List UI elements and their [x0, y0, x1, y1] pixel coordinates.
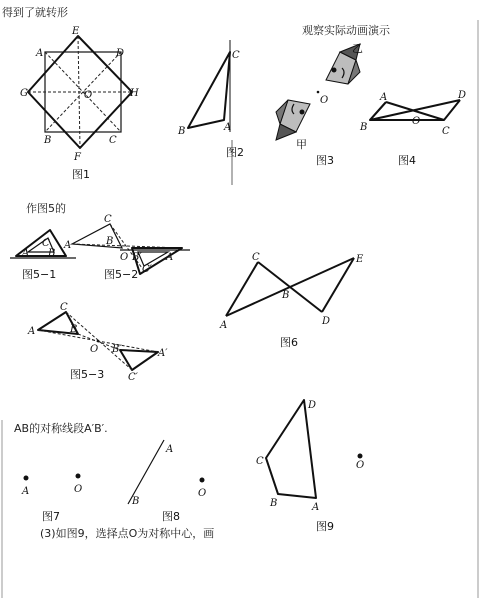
fig6-label-b: B: [282, 290, 290, 301]
fig5-3-label-b2: B′: [112, 344, 122, 355]
fig6-label-d: D: [322, 316, 331, 327]
text-fragment-top-left: 得到了就转形: [2, 6, 68, 19]
fig4-caption: 图4: [398, 154, 416, 167]
fig5-2-label-a2: A′: [166, 252, 176, 263]
fig5-1-label-c: C: [42, 238, 50, 249]
fig5-2-caption: 图5−2: [104, 268, 139, 281]
fig3-label-yi: 乙: [352, 42, 363, 55]
fig5-2-label-o: O: [120, 252, 129, 263]
fig7-label-a: A: [22, 486, 30, 497]
fig1-label-f: F: [74, 152, 81, 163]
fig5-2-label-a: A: [64, 240, 72, 251]
fig9-label-o: O: [356, 460, 365, 471]
fig1-label-d: D: [116, 48, 125, 59]
fig5-3-caption: 图5−3: [70, 368, 105, 381]
fig9-quadrilateral: [266, 400, 316, 498]
text-fragment-bottom-center: (3)如图9，选择点O为对称中心，画: [40, 527, 215, 540]
fig4-label-c: C: [442, 126, 450, 137]
figure-5-1: [10, 230, 76, 281]
fig7-point-o: [76, 474, 81, 479]
fig5-3-label-c: C: [60, 302, 68, 313]
fig4-label-a: A: [380, 92, 388, 103]
fig8-label-b: B: [132, 496, 140, 507]
fig5-3-label-a: A: [28, 326, 36, 337]
fig8-label-a: A: [166, 444, 174, 455]
fig2-label-a: A: [224, 122, 232, 133]
text-fragment-bottom-left: AB的对称线段A′B′.: [14, 422, 108, 435]
fig1-label-g: G: [20, 88, 28, 99]
fig6-label-e: E: [356, 254, 364, 265]
figure-5-2: [63, 214, 190, 281]
fig1-label-a: A: [36, 48, 44, 59]
fig3-label-jia: 甲: [296, 138, 307, 151]
fig6-label-c: C: [252, 252, 260, 263]
fig3-center-point: [317, 91, 320, 94]
fig5-2-label-c: C: [104, 214, 112, 225]
fig1-label-o: O: [84, 90, 93, 101]
fig9-label-a: A: [312, 502, 320, 513]
fig4-label-d: D: [458, 90, 467, 101]
fig5-1-caption: 图5−1: [22, 268, 57, 281]
fig2-label-b: B: [178, 126, 186, 137]
figure-4: [359, 90, 466, 167]
fig8-caption: 图8: [162, 510, 180, 523]
fig7-point-a: [24, 476, 29, 481]
fig1-label-c: C: [109, 135, 117, 146]
fig6-label-a: A: [220, 320, 228, 331]
fig2-triangle: [188, 52, 230, 128]
figure-2: [177, 40, 244, 159]
fig9-label-d: D: [308, 400, 317, 411]
fig8-label-o: O: [198, 488, 207, 499]
fig5-2-label-c2: C′: [142, 264, 152, 275]
fig5-1-label-a: A: [22, 248, 30, 259]
fig9-point-o: [358, 454, 363, 459]
fig3-caption: 图3: [316, 154, 334, 167]
fig2-caption: 图2: [226, 146, 244, 159]
fig6-caption: 图6: [280, 336, 298, 349]
fig9-label-c: C: [256, 456, 264, 467]
fig8-point-o: [200, 478, 205, 483]
figure-8: [128, 440, 206, 523]
fig4-label-o: O: [412, 116, 421, 127]
fig3-fish-jia-eye: [300, 110, 305, 115]
fig5-3-label-o: O: [90, 344, 99, 355]
text-fragment-top-center: 观察实际动画演示: [302, 24, 390, 37]
fig9-label-b: B: [270, 498, 278, 509]
fig1-label-h: H: [130, 88, 139, 99]
fig1-label-b: B: [44, 135, 52, 146]
fig1-caption: 图1: [72, 168, 90, 181]
fig5-3-triangle-image: [120, 350, 158, 370]
fig5-2-label-b: B: [106, 236, 114, 247]
fig5-3-label-a2: A′: [158, 348, 168, 359]
fig7-caption: 图7: [42, 510, 60, 523]
fig3-fish-yi-eye: [332, 68, 337, 73]
figure-3: [276, 42, 363, 167]
text-fragment-mid-left: 作图5的: [26, 202, 66, 215]
figure-9: [256, 400, 364, 533]
figure-5-3: [27, 302, 168, 383]
fig5-3-label-b: B: [70, 324, 78, 335]
fig8-segment-ab: [128, 440, 164, 504]
figure-6: [219, 252, 364, 349]
figure-1: [20, 26, 139, 181]
fig6-segment-ae: [226, 258, 354, 316]
fig5-2-label-b2: B′: [132, 252, 142, 263]
fig1-label-e: E: [72, 26, 80, 37]
figure-7: [21, 474, 82, 524]
fig3-label-o: O: [320, 95, 329, 106]
fig7-label-o: O: [74, 484, 83, 495]
fig5-1-label-b: B: [48, 248, 56, 259]
fig5-3-label-c2: C′: [128, 372, 138, 383]
fig4-label-b: B: [360, 122, 368, 133]
fig5-3-center-point: [97, 340, 100, 343]
fig9-caption: 图9: [316, 520, 334, 533]
fig2-label-c: C: [232, 50, 240, 61]
